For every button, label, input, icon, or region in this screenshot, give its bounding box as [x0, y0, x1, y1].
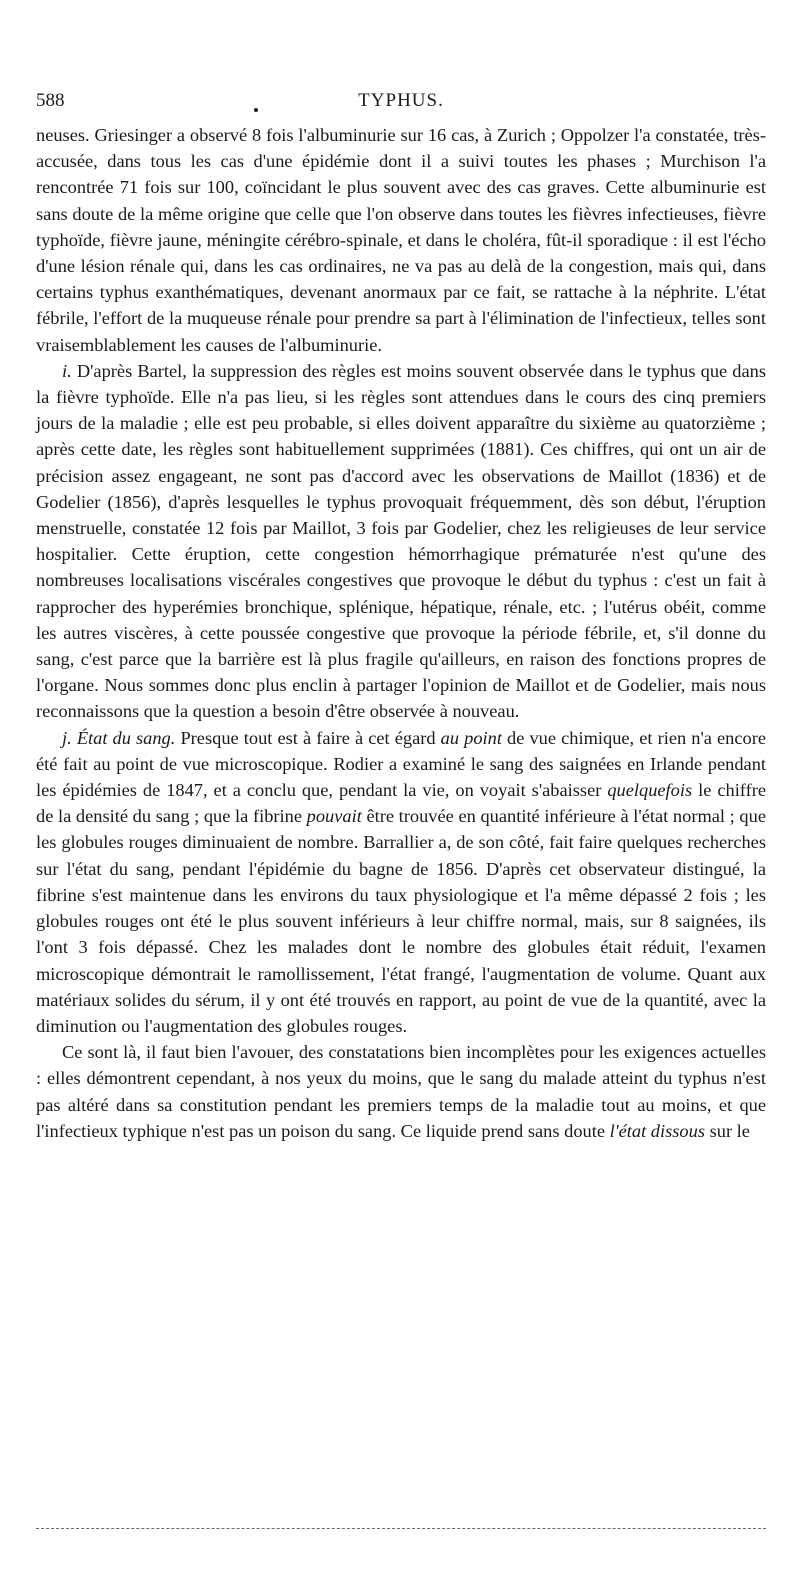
emphasis-text: au point: [440, 727, 502, 748]
section-marker: i.: [62, 360, 72, 381]
paragraph-text: neuses. Griesinger a observé 8 fois l'albuminurie sur 16 cas, à Zurich ; Oppolzer l'a constatée, très-accusée, dans tous les cas d'une épidémie dont il a suivi toutes les phases ; Murchison l'a rencontrée 71 fois sur 100, coïncidant le plus souvent avec des cas graves. Cette albuminurie est sans doute de la même origine que celle que l'on observe dans toutes les fièvres infectieuses, fièvre typhoïde, fièvre jaune, méningite cérébro-spinale, et dans le choléra, fût-il sporadique : il est l'écho d'une lésion rénale qui, dans les cas ordinaires, ne va pas au delà de la congestion, mais qui, dans certains typhus exanthématiques, devenant anormaux par ce fait, se rattache à la néphrite. L'état fébrile, l'effort de la muqueuse rénale pour prendre sa part à l'élimination de l'infectieux, telles sont vraisemblablement les causes de l'albuminurie.: [36, 125, 766, 355]
section-heading: État du sang.: [76, 727, 176, 748]
paragraph-text: le chiffre de la densité du sang ; que la fibrine: [36, 780, 767, 827]
section-marker: j.: [62, 727, 72, 748]
paragraph-text: être trouvée en quantité inférieure à l'état normal ; que les globules rouges diminuaient de nombre. Barrallier a, de son côté, fait faire quelques recherches sur l'état du sang, pendant l'épidémie du bagne de 1856. D'après cet observateur distingué, la fibrine s'est maintenue dans les environs du taux physiologique et l'a même dépassé 2 fois ; les globules rouges ont été le plus souvent inférieurs à leur chiffre normal, mais, sur 8 saignées, ils l'ont 3 fois dépassé. Chez les malades dont le nombre des globules était réduit, l'examen microscopique démontrait le ramollissement, l'état frangé, l'augmentation de volume. Quant aux matériaux solides du sérum, il y ont été trouvés en rapport, au point de vue de la quantité, avec la diminution ou l'augmentation des globules rouges.: [36, 806, 766, 1036]
emphasis-text: quelquefois: [607, 780, 693, 801]
emphasis-text: l'état dissous: [609, 1120, 705, 1141]
paragraph-regles: [36, 358, 766, 725]
paragraph-text: D'après Bartel, la suppression des règles est moins souvent observée dans le typhus que dans la fièvre typhoïde. Elle n'a pas lieu, si les règles sont attendues dans le cours des cinq premiers jours de la maladie ; elle est peu probable, si elles doivent apparaître du sixième au quatorzième ; après cette date, les règles sont habituellement supprimées (1881). Ces chiffres, qui ont un air de précision assez engageant, ne sont pas d'accord avec les observations de Maillot (1836) et de Godelier (1856), d'après lesquelles le typhus provoquait fréquemment, dès son début, l'éruption menstruelle, constatée 12 fois par Maillot, 3 fois par Godelier, chez les religieuses de leur service hospitalier. Cette éruption, cette congestion hémorrhagique prématurée n'est qu'une des nombreuses localisations viscérales congestives que provoque le début du typhus : c'est un fait à rapprocher des hyperémies bronchique, splénique, hépatique, rénale, etc. ; l'utérus obéit, comme les autres viscères, à cette poussée congestive que provoque la période fébrile, et, s'il donne du sang, c'est parce que la barrière est là plus fragile qu'ailleurs, en raison des fonctions propres de l'organe. Nous sommes donc plus enclin à partager l'opinion de Maillot et de Godelier, mais nous reconnaissons que la question a besoin d'être observée à nouveau.: [36, 360, 766, 722]
paragraph-conclusion: [36, 1039, 766, 1144]
running-title: TYPHUS.: [358, 90, 444, 111]
paragraph-text: sur le: [709, 1120, 750, 1141]
emphasis-text: pouvait: [306, 806, 362, 827]
page-number: 588: [36, 90, 65, 111]
paragraph-text: Ce sont là, il faut bien l'avouer, des constatations bien incomplètes pour les exigences actuelles : elles démontrent cependant, à nos yeux du moins, que le sang du malade atteint du typhus n'est pas altéré dans sa constitution pendant les premiers temps de la maladie tout au moins, et que l'infectieux typhique n'est pas un poison du sang. Ce liquide prend sans doute: [36, 1042, 766, 1141]
body-text: [36, 122, 766, 1144]
paragraph-text: Presque tout est à faire à cet égard: [180, 727, 436, 748]
footer-dashed-rule: [36, 1528, 766, 1529]
paragraph-text: de vue chimique, et rien n'a encore été fait au point de vue microscopique. Rodier a examiné le sang des saignées en Irlande pendant les épidémies de 1847, et a conclu que, pendant la vie, on voyait s'abaisser: [36, 727, 767, 801]
paragraph-albuminurie: [36, 122, 766, 358]
paragraph-etat-du-sang: [36, 725, 766, 1039]
page-header: [36, 90, 766, 116]
